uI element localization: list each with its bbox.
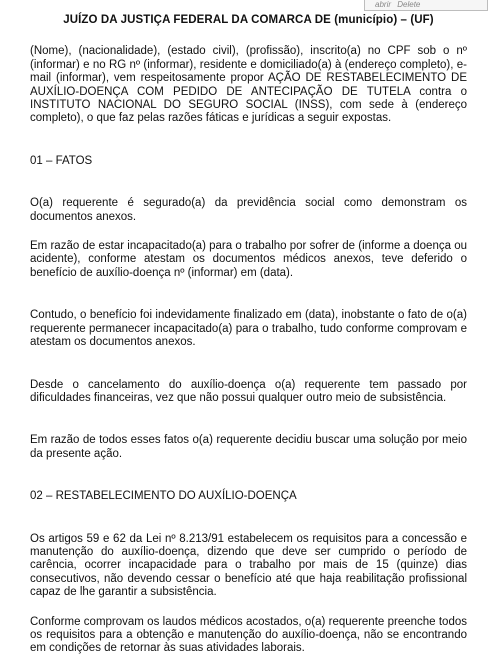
document-page — [30, 14, 467, 656]
section-heading-restabelecimento: 02 – RESTABELECIMENTO DO AUXÍLIO-DOENÇA — [30, 490, 297, 503]
section-heading-fatos: 01 – FATOS — [30, 154, 93, 167]
open-button[interactable]: abrir — [375, 0, 392, 9]
fatos-paragraph-2: Em razão de estar incapacitado(a) para o trabalho por sofrer de (informe a doença ou acidente), conforme atestam os documentos médicos anexos, teve deferido o benefício de auxílio-doença nº (informar) em (data). — [30, 240, 467, 279]
fatos-paragraph-3: Contudo, o benefício foi indevidamente finalizado em (data), inobstante o fato de o(a) requerente permanecer incapacitado(a) para o trabalho, tudo conforme comprovam e atestam os documentos anexos. — [30, 309, 467, 349]
fatos-paragraph-5: Em razão de todos esses fatos o(a) requerente decidiu buscar uma solução por meio da presente ação. — [30, 434, 467, 460]
intro-paragraph: (Nome), (nacionalidade), (estado civil), (profissão), inscrito(a) no CPF sob o nº (informar) e no RG nº (informar), residente e domiciliado(a) à (endereço completo), e-mail (informar), vem respeitosamente propor AÇÃO DE RESTABELECIMENTO DE AUXÍLIO-DOENÇA COM PEDIDO DE ANTECIPAÇÃO DE TUTELA contra o INSTITUTO NACIONAL DO SEGURO SOCIAL (INSS), com sede à (endereço completo), o que faz pelas razões fáticas e jurídicas a seguir expostas. — [30, 45, 467, 125]
delete-button[interactable]: Delete — [397, 0, 421, 9]
restabelecimento-paragraph-2: Conforme comprovam os laudos médicos acostados, o(a) requerente preenche todos os requisitos para a obtenção e manutenção do auxílio-doença, não se encontrando em condições de retornar às suas atividades laborais. — [30, 615, 467, 655]
fatos-paragraph-4: Desde o cancelamento do auxílio-doença o(a) requerente tem passado por dificuldades financeiras, vez que não possui qualquer outro meio de subsistência. — [30, 378, 467, 404]
fatos-paragraph-1: O(a) requerente é segurado(a) da previdência social como demonstram os documentos anexos. — [30, 197, 467, 223]
document-toolbar — [364, 0, 488, 11]
document-title: JUÍZO DA JUSTIÇA FEDERAL DA COMARCA DE (município) – (UF) — [63, 14, 434, 26]
restabelecimento-paragraph-1: Os artigos 59 e 62 da Lei nº 8.213/91 estabelecem os requisitos para a concessão e manutenção do auxílio-doença, dizendo que deve ser cumprido o período de carência, ocorrer incapacidade para o trabalho por mais de 15 (quinze) dias consecutivos, não devendo cessar o benefício até que haja reabilitação profissional capaz de lhe garantir a subsistência. — [30, 532, 467, 599]
